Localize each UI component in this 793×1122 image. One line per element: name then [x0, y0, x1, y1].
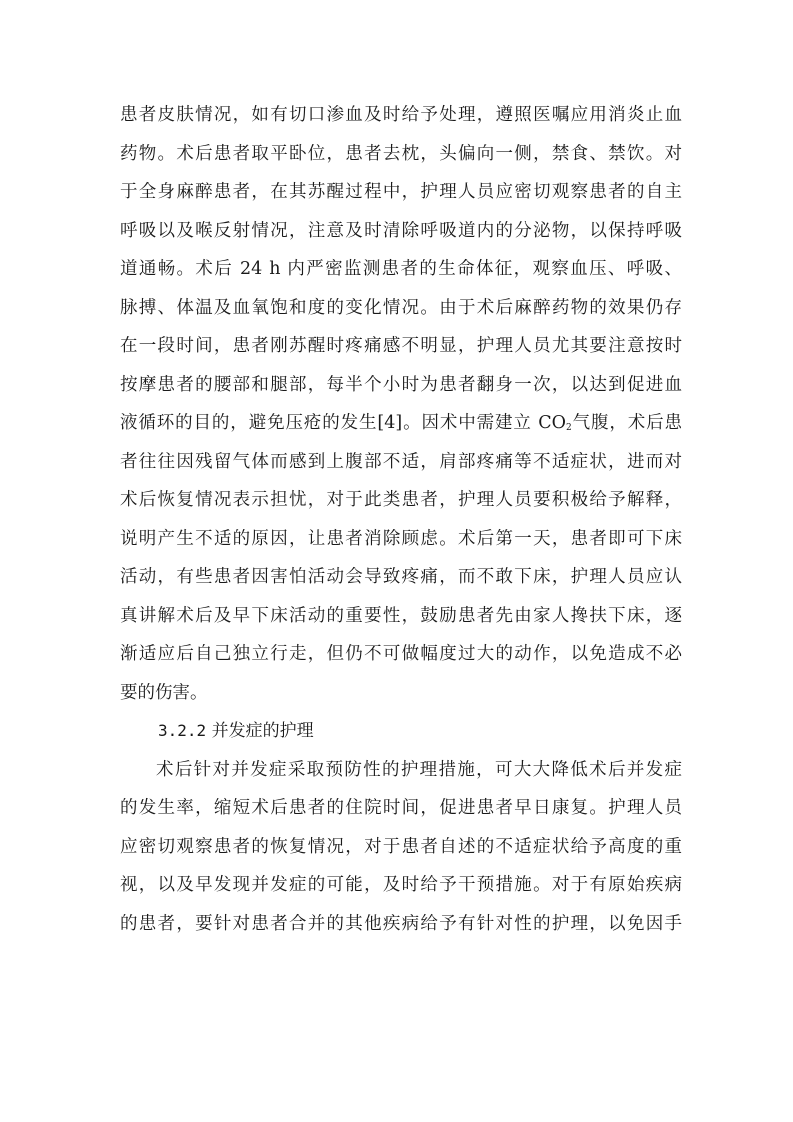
text-line: 真讲解术后及早下床活动的重要性，鼓励患者先由家人搀扶下床，逐: [120, 605, 682, 626]
text-line: 按摩患者的腰部和腿部，每半个小时为患者翻身一次，以达到促进血: [120, 374, 682, 395]
body-text: [120, 96, 682, 943]
text-line: 说明产生不适的原因，让患者消除顾虑。术后第一天，患者即可下床: [120, 528, 682, 549]
text-line: 术后针对并发症采取预防性的护理措施，可大大降低术后并发症: [156, 759, 682, 780]
text-line: 渐适应后自己独立行走，但仍不可做幅度过大的动作，以免造成不必: [120, 644, 682, 664]
text-segment: 液循环的目的，避免压疮的发生[4]。因术中需建立 CO: [120, 413, 566, 433]
text-line: 视，以及早发现并发症的可能，及时给予干预措施。对于有原始疾病: [120, 875, 682, 895]
subscript-digit: 2: [565, 423, 572, 433]
section-heading: [120, 712, 682, 751]
text-line: 要的伤害。: [120, 682, 208, 703]
text-line: 者往往因残留气体而感到上腹部不适，肩部疼痛等不适症状，进而对: [120, 451, 682, 472]
text-line-with-subscript: [120, 404, 682, 443]
text-line: 在一段时间，患者刚苏醒时疼痛感不明显，护理人员尤其要注意按时: [120, 336, 682, 356]
text-line: 脉搏、体温及血氧饱和度的变化情况。由于术后麻醉药物的效果仍存: [120, 297, 682, 318]
text-line: 应密切观察患者的恢复情况，对于患者自述的不适症状给予高度的重: [120, 836, 682, 857]
text-line: 的患者，要针对患者合并的其他疾病给予有针对性的护理，以免因手: [120, 913, 682, 934]
section-number: 3.2.2: [158, 721, 207, 740]
text-line: 药物。术后患者取平卧位，患者去枕，头偏向一侧，禁食、禁饮。对: [120, 143, 682, 164]
text-line: 的发生率，缩短术后患者的住院时间，促进患者早日康复。护理人员: [120, 798, 682, 818]
paragraph-complications: [120, 751, 682, 944]
section-title: 并发症的护理: [211, 721, 314, 741]
text-line: 活动，有些患者因害怕活动会导致疼痛，而不敢下床，护理人员应认: [120, 567, 682, 587]
text-segment: 气腹，术后患: [571, 413, 682, 433]
text-line: 于全身麻醉患者，在其苏醒过程中，护理人员应密切观察患者的自主: [120, 182, 682, 202]
text-line: 道通畅。术后 24 h 内严密监测患者的生命体征，观察血压、呼吸、: [120, 259, 682, 279]
text-line: 患者皮肤情况，如有切口渗血及时给予处理，遵照医嘱应用消炎止血: [120, 105, 682, 125]
text-line: 呼吸以及喉反射情况，注意及时清除呼吸道内的分泌物，以保持呼吸: [120, 220, 682, 241]
paragraph-postop-care: [120, 96, 682, 712]
text-line: 术后恢复情况表示担忧，对于此类患者，护理人员要积极给予解释，: [120, 490, 682, 510]
